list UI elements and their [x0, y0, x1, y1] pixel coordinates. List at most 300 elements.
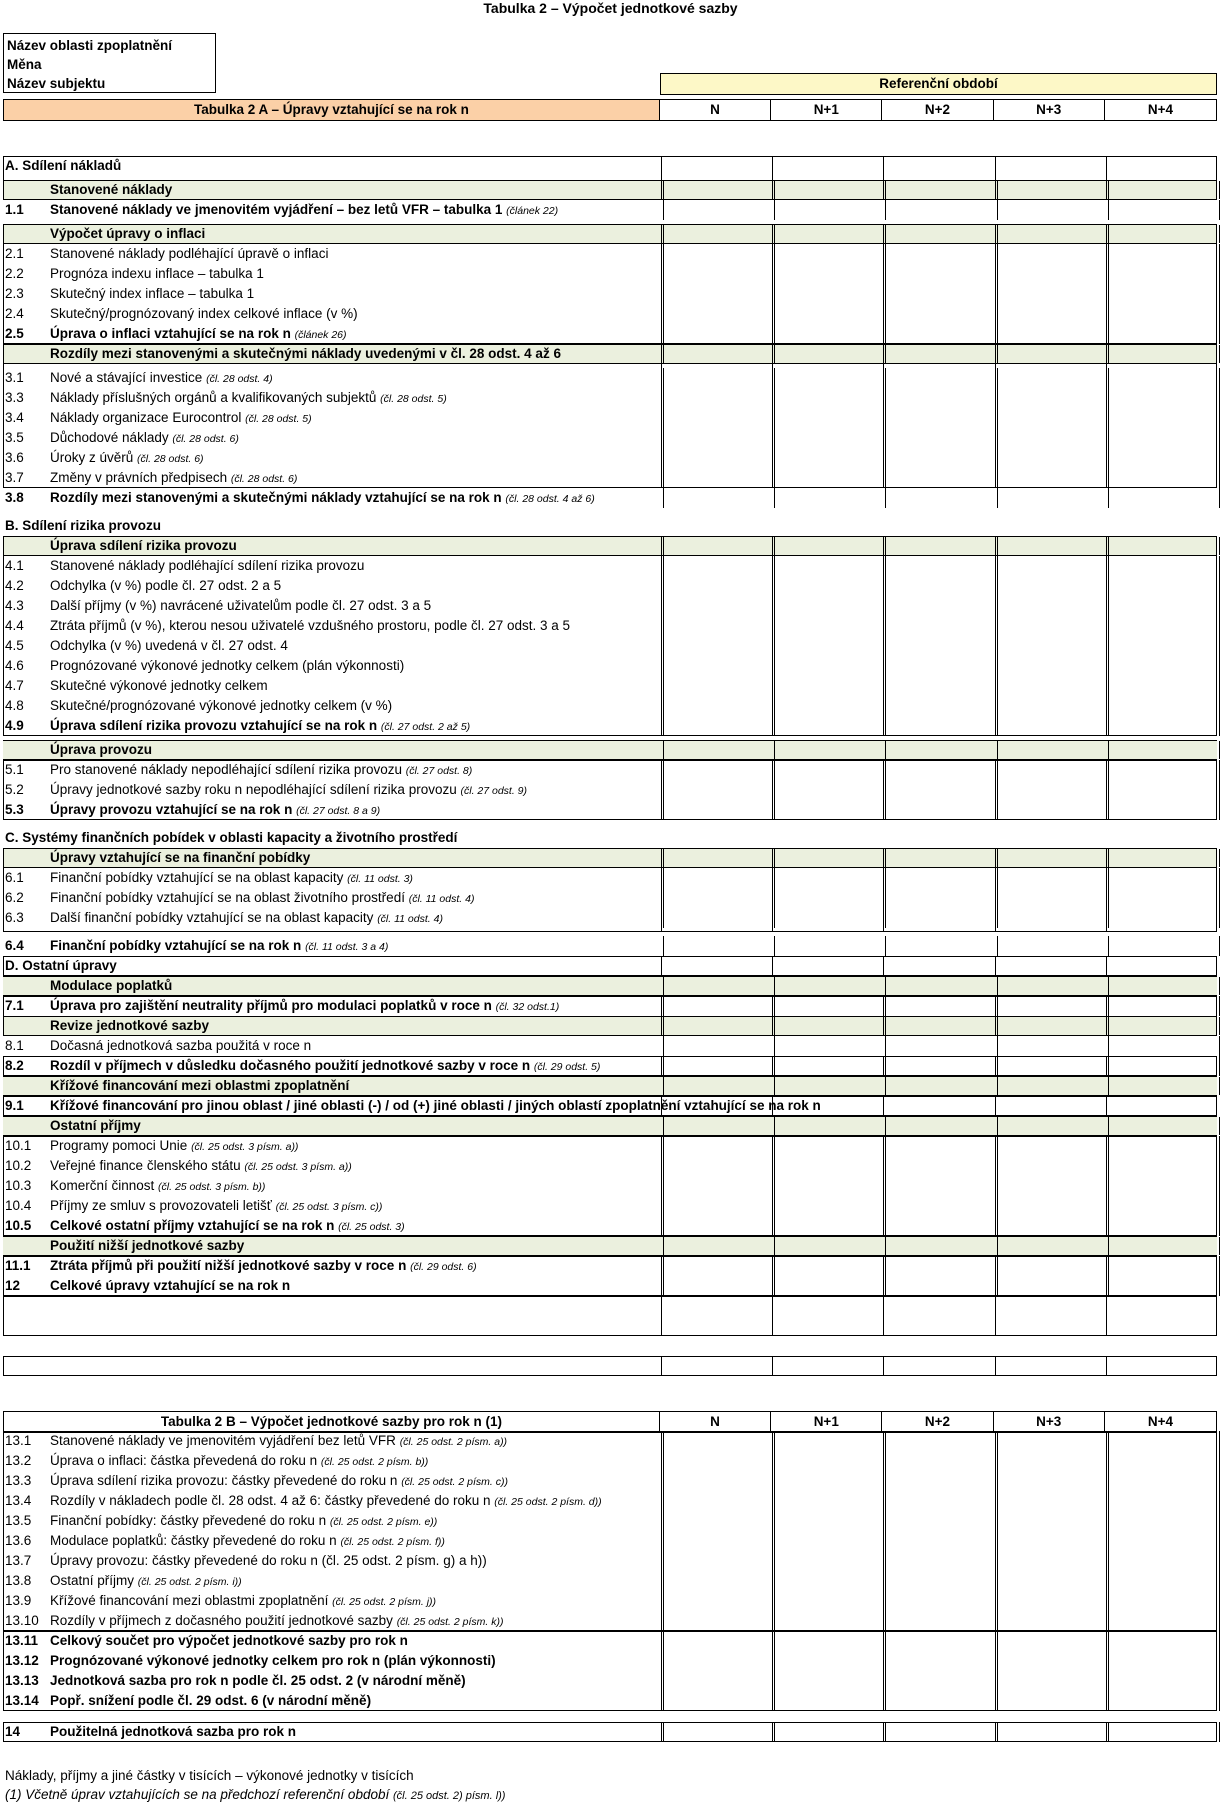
column-grid: [661, 157, 1217, 199]
subsection-heading: [3, 1076, 1217, 1096]
column-line: [995, 1723, 1106, 1741]
value-cell[interactable]: [663, 1117, 774, 1135]
article-reference: (čl. 28 odst. 4): [206, 373, 273, 385]
article-reference: (čl. 25 odst. 3 písm. b)): [158, 1181, 266, 1193]
value-cell[interactable]: [885, 741, 996, 759]
row-number: 9.1: [5, 1098, 24, 1113]
column-line: [995, 1432, 1106, 1630]
row-number: 2.2: [5, 266, 24, 281]
row-number: 13.4: [5, 1493, 32, 1508]
section-title: A. Sdílení nákladů: [5, 158, 122, 173]
article-reference: (čl. 28 odst. 4 až 6): [505, 493, 595, 505]
row-label: Stanovené náklady ve jmenovitém vyjádření – bez letů VFR – tabulka 1 (článek 22): [50, 202, 559, 217]
column-line: [1106, 1257, 1217, 1295]
row-group-frame: [3, 1722, 1217, 1742]
row-number: 4.3: [5, 598, 24, 613]
column-line: [772, 345, 883, 487]
column-line: [883, 1432, 994, 1630]
column-line: [883, 1632, 994, 1710]
subsection-title: Úprava provozu: [50, 742, 153, 757]
column-line: [1106, 1137, 1217, 1235]
column-line: [1106, 957, 1217, 975]
value-cell[interactable]: [774, 1077, 885, 1095]
row-label: Prognózované výkonové jednotky celkem (plán výkonnosti): [50, 658, 405, 673]
row-label: Rozdíly v příjmech z dočasného použití jednotkové sazby (čl. 25 odst. 2 písm. k)): [50, 1613, 504, 1628]
row-number: 13.10: [5, 1613, 39, 1628]
row-label: Stanovené náklady podléhající sdílení rizika provozu: [50, 558, 365, 573]
column-grid: [661, 1432, 1217, 1630]
row-group-frame: [3, 1356, 1217, 1376]
column-line: [661, 1297, 772, 1335]
row-number: 3.3: [5, 390, 24, 405]
column-line: [1106, 1357, 1217, 1375]
column-line: [772, 1097, 883, 1115]
value-cell[interactable]: [1108, 977, 1220, 995]
column-line: [995, 537, 1106, 735]
value-cell[interactable]: [885, 977, 996, 995]
column-line: [1106, 1432, 1217, 1630]
section-heading: [3, 828, 1217, 848]
value-cell[interactable]: [997, 977, 1108, 995]
subsection-heading: [3, 740, 1217, 760]
row-number: 3.6: [5, 450, 24, 465]
subsection-title: Úprava sdílení rizika provozu: [50, 538, 237, 553]
row-number: 13.7: [5, 1553, 32, 1568]
row-label: Dočasná jednotková sazba použitá v roce n: [50, 1038, 312, 1053]
row-number: 13.3: [5, 1473, 32, 1488]
row-label: Skutečné výkonové jednotky celkem: [50, 678, 268, 693]
article-reference: (článek 26): [294, 329, 347, 341]
row-label: Finanční pobídky vztahující se na oblast kapacity (čl. 11 odst. 3): [50, 870, 413, 885]
value-cell[interactable]: [663, 1036, 774, 1056]
row-label: Finanční pobídky: částky převedené do roku n (čl. 25 odst. 2 písm. e)): [50, 1513, 438, 1528]
row-group-frame: [3, 536, 1217, 736]
year-col-n1: N+1: [771, 100, 882, 120]
column-line: [661, 849, 772, 931]
article-reference: (čl. 25 odst. 2 písm. b)): [320, 1456, 429, 1468]
article-reference: (čl. 25 odst. 3 písm. a)): [191, 1141, 299, 1153]
footnote-ref: (čl. 25 odst. 2) písm. l)): [393, 1790, 506, 1802]
value-cell[interactable]: [774, 1237, 885, 1255]
value-cell[interactable]: [774, 1117, 885, 1135]
value-cell[interactable]: [774, 200, 885, 220]
row-number: 4.1: [5, 558, 24, 573]
row-group-frame: [3, 956, 1217, 976]
column-line: [883, 537, 994, 735]
column-grid: [661, 1097, 1217, 1115]
row-number: 10.2: [5, 1158, 32, 1173]
article-reference: (čl. 25 odst. 2 písm. d)): [494, 1496, 602, 1508]
column-line: [661, 157, 772, 199]
value-cells: [663, 977, 1220, 995]
year-col-n3: N+3: [994, 1412, 1105, 1432]
column-line: [995, 157, 1106, 199]
column-line: [1106, 1297, 1217, 1335]
column-line: [883, 849, 994, 931]
column-line: [883, 997, 994, 1035]
article-reference: (čl. 29 odst. 6): [410, 1261, 477, 1273]
row-number: 3.1: [5, 370, 24, 385]
article-reference: (čl. 25 odst. 2 písm. i)): [137, 1576, 242, 1588]
row-group-frame: [3, 156, 1217, 200]
column-line: [1106, 157, 1217, 199]
units-note: Náklady, příjmy a jiné částky v tisících – výkonové jednotky v tisících: [5, 1768, 414, 1783]
row-label: Stanovené náklady podléhající úpravě o inflaci: [50, 246, 329, 261]
value-cell[interactable]: [885, 1237, 996, 1255]
table-row: [3, 1036, 1217, 1056]
row-number: 13.11: [5, 1633, 39, 1648]
row-number: 13.6: [5, 1533, 32, 1548]
row-label: Ztráta příjmů (v %), kterou nesou uživatelé vzdušného prostoru, podle čl. 27 odst. 3 a 5: [50, 618, 571, 633]
row-number: 13.12: [5, 1653, 39, 1668]
row-number: 4.7: [5, 678, 24, 693]
row-number: 10.4: [5, 1198, 32, 1213]
column-line: [661, 1723, 772, 1741]
value-cell[interactable]: [774, 741, 885, 759]
row-number: 2.3: [5, 286, 24, 301]
section-title: D. Ostatní úpravy: [5, 958, 117, 973]
row-number: 13.1: [5, 1433, 32, 1448]
row-number: 10.1: [5, 1138, 32, 1153]
year-col-n: N: [660, 100, 771, 120]
column-line: [1106, 849, 1217, 931]
value-cell[interactable]: [774, 488, 885, 508]
row-label: Důchodové náklady (čl. 28 odst. 6): [50, 430, 239, 445]
article-reference: (čl. 28 odst. 5): [380, 393, 447, 405]
footnote-text: (1) Včetně úprav vztahujících se na předchozí referenční období: [5, 1787, 390, 1802]
column-line: [772, 1723, 883, 1741]
column-line: [772, 1257, 883, 1295]
row-number: 3.5: [5, 430, 24, 445]
column-line: [995, 1257, 1106, 1295]
row-label: Ztráta příjmů při použití nižší jednotkové sazby v roce n (čl. 29 odst. 6): [50, 1258, 477, 1273]
year-col-n: N: [660, 1412, 771, 1432]
row-group-frame: [3, 848, 1217, 932]
row-number: 5.1: [5, 762, 24, 777]
column-line: [995, 1097, 1106, 1115]
row-number: 7.1: [5, 998, 24, 1013]
row-number: 2.4: [5, 306, 24, 321]
section-title: C. Systémy finančních pobídek v oblasti kapacity a životního prostředí: [5, 830, 458, 845]
column-line: [661, 997, 772, 1035]
column-line: [883, 1723, 994, 1741]
article-reference: (čl. 27 odst. 9): [460, 785, 528, 797]
subsection-title: Úpravy vztahující se na finanční pobídky: [50, 850, 311, 865]
row-number: 8.1: [5, 1038, 24, 1053]
subsection-title: Křížové financování mezi oblastmi zpoplatnění: [50, 1078, 350, 1093]
value-cell[interactable]: [1108, 1117, 1220, 1135]
column-grid: [661, 1137, 1217, 1235]
row-label: Úprava sdílení rizika provozu vztahující se na rok n (čl. 27 odst. 2 až 5): [50, 718, 471, 733]
value-cell[interactable]: [997, 488, 1108, 508]
value-cell[interactable]: [997, 1077, 1108, 1095]
row-label: Skutečný index inflace – tabulka 1: [50, 286, 255, 301]
value-cell[interactable]: [663, 488, 774, 508]
article-reference: (čl. 25 odst. 3 písm. c)): [275, 1201, 383, 1213]
column-line: [661, 1057, 772, 1075]
row-label: Programy pomoci Unie (čl. 25 odst. 3 písm. a)): [50, 1138, 299, 1153]
row-label: Úpravy provozu: částky převedené do roku n (čl. 25 odst. 2 písm. g) a h)): [50, 1553, 487, 1568]
row-label: Skutečné/prognózované výkonové jednotky celkem (v %): [50, 698, 393, 713]
value-cell[interactable]: [1108, 200, 1220, 220]
value-cell[interactable]: [663, 741, 774, 759]
article-reference: (čl. 27 odst. 2 až 5): [380, 721, 471, 733]
column-line: [995, 1357, 1106, 1375]
total-row: [3, 488, 1217, 508]
column-line: [883, 157, 994, 199]
value-cell[interactable]: [1108, 741, 1220, 759]
column-line: [772, 957, 883, 975]
column-line: [883, 225, 994, 343]
value-cells: [663, 1036, 1220, 1056]
article-reference: (čl. 25 odst. 3 písm. a)): [244, 1161, 352, 1173]
column-line: [772, 1297, 883, 1335]
column-grid: [661, 761, 1217, 819]
value-cell[interactable]: [663, 1077, 774, 1095]
row-number: 2.1: [5, 246, 24, 261]
column-line: [661, 345, 772, 487]
row-group-frame: [3, 1056, 1217, 1076]
row-number: 11.1: [5, 1258, 31, 1273]
subsection-title: Výpočet úpravy o inflaci: [50, 226, 206, 241]
row-label: Prognózované výkonové jednotky celkem pro rok n (plán výkonnosti): [50, 1653, 496, 1668]
value-cell[interactable]: [997, 741, 1108, 759]
row-label: Rozdíly v nákladech podle čl. 28 odst. 4 až 6: částky převedené do roku n (čl. 25 odst. 2 písm. d)): [50, 1493, 602, 1508]
section-heading: [3, 516, 1217, 536]
value-cell[interactable]: [885, 488, 996, 508]
row-number: 5.2: [5, 782, 24, 797]
row-label: Popř. snížení podle čl. 29 odst. 6 (v národní měně): [50, 1693, 372, 1708]
column-line: [995, 1632, 1106, 1710]
row-number: 14: [5, 1724, 21, 1739]
total-row: [3, 936, 1217, 956]
row-label: Jednotková sazba pro rok n podle čl. 25 odst. 2 (v národní měně): [50, 1673, 466, 1688]
row-number: 4.5: [5, 638, 24, 653]
row-label: Rozdíly mezi stanovenými a skutečnými náklady vztahující se na rok n (čl. 28 odst. 4 až 6): [50, 490, 595, 505]
column-line: [772, 537, 883, 735]
article-reference: (čl. 25 odst. 2 písm. a)): [399, 1436, 508, 1448]
column-line: [995, 849, 1106, 931]
row-number: 4.4: [5, 618, 24, 633]
row-number: 4.6: [5, 658, 24, 673]
value-cell[interactable]: [663, 200, 774, 220]
row-label: Rozdíl v příjmech v důsledku dočasného použití jednotkové sazby v roce n (čl. 29 odst. 5): [50, 1058, 601, 1073]
column-line: [661, 1137, 772, 1235]
row-number: 6.4: [5, 938, 24, 953]
column-line: [661, 1357, 772, 1375]
column-line: [1106, 1723, 1217, 1741]
row-group-frame: [3, 760, 1217, 820]
year-col-n1: N+1: [771, 1412, 882, 1432]
value-cells: [663, 1117, 1220, 1135]
article-reference: (čl. 25 odst. 3): [338, 1221, 405, 1233]
value-cell[interactable]: [1108, 1036, 1220, 1056]
row-label: Úprava pro zajištění neutrality příjmů pro modulaci poplatků v roce n (čl. 32 odst.1): [50, 998, 560, 1013]
row-number: 4.8: [5, 698, 24, 713]
column-line: [883, 1257, 994, 1295]
value-cell[interactable]: [1108, 1237, 1220, 1255]
value-cell[interactable]: [774, 936, 885, 956]
column-line: [772, 761, 883, 819]
subsection-heading: [3, 1116, 1217, 1136]
row-number: 13.5: [5, 1513, 32, 1528]
subsection-heading: [3, 1236, 1217, 1256]
value-cells: [663, 1077, 1220, 1095]
column-line: [661, 1632, 772, 1710]
column-grid: [661, 849, 1217, 931]
row-group-frame: [3, 224, 1217, 344]
column-line: [772, 157, 883, 199]
article-reference: (čl. 27 odst. 8): [405, 765, 473, 777]
column-grid: [661, 345, 1217, 487]
value-cell[interactable]: [663, 1237, 774, 1255]
row-number: 6.2: [5, 890, 24, 905]
article-reference: (čl. 28 odst. 6): [172, 433, 239, 445]
article-reference: (čl. 25 odst. 2 písm. f)): [340, 1536, 445, 1548]
year-col-n4: N+4: [1147, 1414, 1173, 1429]
year-col-n2: N+2: [882, 1412, 993, 1432]
article-reference: (čl. 28 odst. 5): [245, 413, 312, 425]
subsection-title: Stanovené náklady: [50, 182, 173, 197]
row-number: 4.9: [5, 718, 24, 733]
row-number: 13.8: [5, 1573, 32, 1588]
value-cell[interactable]: [997, 1036, 1108, 1056]
row-label: Odchylka (v %) uvedená v čl. 27 odst. 4: [50, 638, 288, 653]
column-line: [1106, 997, 1217, 1035]
row-number: 2.5: [5, 326, 24, 341]
article-reference: (článek 22): [506, 205, 559, 217]
row-group-frame: [3, 344, 1217, 488]
column-line: [1106, 1097, 1217, 1115]
column-line: [883, 1097, 994, 1115]
value-cells: [663, 200, 1220, 220]
row-label: Úprava sdílení rizika provozu: částky převedené do roku n (čl. 25 odst. 2 písm. c)): [50, 1473, 508, 1488]
value-cell[interactable]: [885, 1117, 996, 1135]
column-line: [995, 1057, 1106, 1075]
row-label: Křížové financování pro jinou oblast / jiné oblasti (-) / od (+) jiné oblasti / jiných oblastí zpoplatnění vztahující se na rok n: [50, 1098, 821, 1113]
row-label: Další příjmy (v %) navrácené uživatelům podle čl. 27 odst. 3 a 5: [50, 598, 432, 613]
article-reference: (čl. 25 odst. 2 písm. k)): [396, 1616, 504, 1628]
value-cells: [663, 488, 1220, 508]
row-number: 10.3: [5, 1178, 32, 1193]
column-line: [1106, 1632, 1217, 1710]
article-reference: (čl. 28 odst. 6): [230, 473, 298, 485]
article-reference: (čl. 32 odst.1): [495, 1001, 560, 1013]
row-number: 5.3: [5, 802, 24, 817]
row-group-frame: [3, 1096, 1217, 1116]
reference-period-header: Referenční období: [660, 73, 1217, 95]
article-reference: (čl. 27 odst. 8 a 9): [296, 805, 381, 817]
value-cell[interactable]: [663, 977, 774, 995]
value-cell[interactable]: [885, 1036, 996, 1056]
currency-label: Měna: [7, 57, 42, 72]
row-label: Komerční činnost (čl. 25 odst. 3 písm. b)): [50, 1178, 266, 1193]
row-label: Použitelná jednotková sazba pro rok n: [50, 1724, 297, 1739]
column-line: [661, 1097, 772, 1115]
column-line: [661, 761, 772, 819]
value-cell[interactable]: [663, 936, 774, 956]
row-number: 12: [5, 1278, 21, 1293]
subsection-heading: [3, 976, 1217, 996]
row-label: Celkové úpravy vztahující se na rok n: [50, 1278, 291, 1293]
row-group-frame: [3, 1631, 1217, 1711]
row-label: Úprava o inflaci vztahující se na rok n (článek 26): [50, 326, 347, 341]
section-title: B. Sdílení rizika provozu: [5, 518, 162, 533]
row-label: Odchylka (v %) podle čl. 27 odst. 2 a 5: [50, 578, 282, 593]
row-label: Změny v právních předpisech (čl. 28 odst. 6): [50, 470, 298, 485]
value-cell[interactable]: [997, 1237, 1108, 1255]
row-label: Ostatní příjmy (čl. 25 odst. 2 písm. i)): [50, 1573, 242, 1588]
column-line: [995, 957, 1106, 975]
article-reference: (čl. 28 odst. 6): [137, 453, 204, 465]
row-label: Veřejné finance členského státu (čl. 25 odst. 3 písm. a)): [50, 1158, 352, 1173]
row-group-frame: [3, 1296, 1217, 1336]
column-line: [661, 537, 772, 735]
value-cell[interactable]: [885, 200, 996, 220]
column-line: [1106, 761, 1217, 819]
value-cells: [663, 741, 1220, 759]
row-label: Křížové financování mezi oblastmi zpoplatnění (čl. 25 odst. 2 písm. j)): [50, 1593, 437, 1608]
row-number: 3.7: [5, 470, 24, 485]
value-cell[interactable]: [774, 1036, 885, 1056]
column-line: [661, 1257, 772, 1295]
subsection-title: Revize jednotkové sazby: [50, 1018, 210, 1033]
row-label: Celkový součet pro výpočet jednotkové sazby pro rok n: [50, 1633, 408, 1648]
article-reference: (čl. 11 odst. 4): [377, 913, 443, 925]
article-reference: (čl. 11 odst. 3): [347, 873, 413, 885]
value-cell[interactable]: [997, 936, 1108, 956]
value-cell[interactable]: [774, 977, 885, 995]
column-line: [661, 957, 772, 975]
value-cell[interactable]: [1108, 1077, 1220, 1095]
row-number: 3.4: [5, 410, 24, 425]
column-line: [772, 1432, 883, 1630]
article-reference: (čl. 25 odst. 2 písm. c)): [401, 1476, 508, 1488]
value-cell[interactable]: [885, 936, 996, 956]
article-reference: (čl. 11 odst. 3 a 4): [305, 941, 389, 953]
row-number: 13.14: [5, 1693, 39, 1708]
column-line: [772, 849, 883, 931]
value-cells: [663, 936, 1220, 956]
row-label: Úpravy jednotkové sazby roku n nepodléhající sdílení rizika provozu (čl. 27 odst. 9): [50, 782, 528, 797]
row-number: 8.2: [5, 1058, 24, 1073]
column-line: [1106, 537, 1217, 735]
year-col-n3: N+3: [994, 100, 1105, 120]
value-cell[interactable]: [885, 1077, 996, 1095]
table-a-title: Tabulka 2 A – Úpravy vztahující se na rok n: [4, 100, 660, 120]
column-line: [995, 1297, 1106, 1335]
row-number: 13.2: [5, 1453, 32, 1468]
row-label: Náklady příslušných orgánů a kvalifikovaných subjektů (čl. 28 odst. 5): [50, 390, 447, 405]
value-cell[interactable]: [1108, 488, 1220, 508]
year-col-n2: N+2: [882, 100, 993, 120]
column-grid: [661, 1057, 1217, 1075]
footnote: [5, 1787, 505, 1802]
value-cell[interactable]: [997, 1117, 1108, 1135]
row-label: Nové a stávající investice (čl. 28 odst. 4): [50, 370, 273, 385]
identification-box: [3, 33, 216, 93]
subsection-title: Použití nižší jednotkové sazby: [50, 1238, 245, 1253]
subsection-title: Modulace poplatků: [50, 978, 173, 993]
row-label: Stanovené náklady ve jmenovitém vyjádření bez letů VFR (čl. 25 odst. 2 písm. a)): [50, 1433, 508, 1448]
table-a-header: [3, 99, 1217, 121]
column-line: [995, 1137, 1106, 1235]
column-grid: [661, 225, 1217, 343]
column-line: [995, 761, 1106, 819]
value-cell[interactable]: [1108, 936, 1220, 956]
row-number: 6.3: [5, 910, 24, 925]
value-cell[interactable]: [997, 200, 1108, 220]
